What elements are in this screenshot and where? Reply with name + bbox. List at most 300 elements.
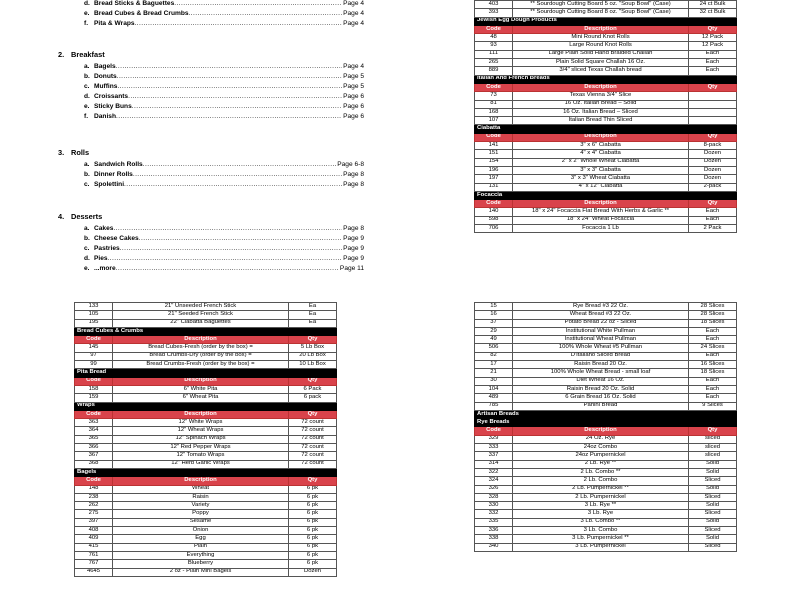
cell-qty: 5 Lb Box bbox=[289, 344, 337, 352]
cell-code: 141 bbox=[475, 142, 513, 150]
section-title: Bread Cubes & Crumbs bbox=[75, 327, 337, 335]
cell-code: 97 bbox=[75, 352, 113, 360]
cell-qty: 6 pk bbox=[289, 560, 337, 568]
section-title: Ciabatta bbox=[475, 125, 737, 133]
cell-qty: Each bbox=[689, 67, 737, 75]
toc-item-page: Page 6 bbox=[343, 103, 364, 110]
cell-qty: Dozen bbox=[689, 175, 737, 183]
cell-qty: 72 count bbox=[289, 452, 337, 460]
column-header-qty: Qty bbox=[289, 477, 337, 485]
cell-code: 363 bbox=[75, 419, 113, 427]
toc-leader bbox=[117, 83, 342, 90]
column-header-qty: Qty bbox=[689, 133, 737, 141]
cell-code: 131 bbox=[475, 183, 513, 191]
section-title: Jewish Egg Dough Products bbox=[475, 17, 737, 25]
cell-description: 18" x 24" Wheat Focaccia bbox=[513, 216, 689, 224]
cell-code: 111 bbox=[475, 50, 513, 58]
cell-description: 21" Seeded French Stick bbox=[113, 311, 289, 319]
toc-item[interactable] bbox=[84, 113, 364, 120]
toc-section-title: Breakfast bbox=[71, 50, 105, 59]
cell-qty: Each bbox=[689, 59, 737, 67]
cell-code: 73 bbox=[475, 92, 513, 100]
cell-code: 889 bbox=[475, 67, 513, 75]
cell-code: 158 bbox=[75, 385, 113, 393]
toc-item[interactable] bbox=[84, 20, 364, 27]
cell-description: 2 Lb. Pumpernickel ** bbox=[513, 485, 689, 493]
column-header-code: Code bbox=[75, 410, 113, 418]
toc-item-title: Cakes bbox=[94, 225, 114, 232]
cell-description: Wheat Bread #3 22 Oz. bbox=[513, 311, 689, 319]
column-header-code: Code bbox=[75, 377, 113, 385]
table-row bbox=[475, 385, 737, 393]
cell-description: 12" Tomato Wraps bbox=[113, 452, 289, 460]
cell-code: 338 bbox=[475, 535, 513, 543]
column-header-desc: Description bbox=[513, 200, 689, 208]
cell-qty: 28 Slices bbox=[689, 303, 737, 311]
toc-item[interactable] bbox=[84, 181, 364, 188]
column-header-row bbox=[75, 377, 337, 385]
cell-description: Institutional White Pullman bbox=[513, 327, 689, 335]
cell-code: 154 bbox=[475, 158, 513, 166]
table-row bbox=[475, 225, 737, 233]
cell-qty: 6 pk bbox=[289, 551, 337, 559]
column-header-desc: Description bbox=[513, 25, 689, 33]
column-header-desc: Description bbox=[513, 133, 689, 141]
cell-description: 22" Ciabatta Baguettes bbox=[113, 319, 289, 327]
cell-description: 3" x 3" Wheat Ciabatta bbox=[513, 175, 689, 183]
cell-description: 24 Oz. Rye bbox=[513, 435, 689, 443]
column-header-qty: Qty bbox=[689, 83, 737, 91]
cell-qty: Each bbox=[689, 377, 737, 385]
toc-item-title: Sandwich Rolls bbox=[94, 161, 143, 168]
cell-qty: Sliced bbox=[689, 543, 737, 551]
cell-code: 368 bbox=[75, 460, 113, 468]
toc-item-title: ...more bbox=[94, 265, 116, 272]
section-header-row bbox=[475, 125, 737, 133]
cell-qty bbox=[689, 100, 737, 108]
cell-qty: Ea bbox=[289, 303, 337, 311]
toc-section-title: Desserts bbox=[71, 212, 103, 221]
column-header-row bbox=[475, 83, 737, 91]
column-header-qty: Qty bbox=[689, 200, 737, 208]
cell-code: 322 bbox=[475, 468, 513, 476]
toc-item[interactable] bbox=[84, 63, 364, 70]
table-row bbox=[475, 477, 737, 485]
toc-item-title: Dinner Rolls bbox=[94, 171, 133, 178]
column-header-code: Code bbox=[475, 83, 513, 91]
toc-section-heading[interactable] bbox=[58, 212, 102, 221]
toc-item-title: Sticky Buns bbox=[94, 103, 132, 110]
table-row bbox=[475, 9, 737, 17]
cell-description: Bread Cubes-Fresh (order by the box) = bbox=[113, 344, 289, 352]
table-row bbox=[475, 59, 737, 67]
toc-item-letter: a. bbox=[84, 161, 90, 168]
section-header-row bbox=[475, 410, 737, 418]
table-row bbox=[475, 303, 737, 311]
cell-code: 329 bbox=[475, 435, 513, 443]
table-row bbox=[475, 535, 737, 543]
cell-code: 364 bbox=[75, 427, 113, 435]
cell-code: 767 bbox=[75, 560, 113, 568]
toc-item[interactable] bbox=[84, 245, 364, 252]
table-row bbox=[475, 485, 737, 493]
cell-code: 598 bbox=[475, 216, 513, 224]
toc-item-letter: c. bbox=[84, 245, 90, 252]
cell-qty: 6 pack bbox=[289, 394, 337, 402]
cell-code: 275 bbox=[75, 510, 113, 518]
cell-code: 393 bbox=[475, 9, 513, 17]
cell-description: ** Sourdough Cutting Board 8 oz. "Soup Bowl" (Case) bbox=[513, 9, 689, 17]
cell-code: 105 bbox=[75, 311, 113, 319]
toc-item-page: Page 5 bbox=[343, 73, 364, 80]
cell-description: Variety bbox=[113, 502, 289, 510]
toc-leader bbox=[128, 93, 342, 100]
cell-code: 133 bbox=[75, 303, 113, 311]
table-row bbox=[475, 327, 737, 335]
table-row bbox=[75, 502, 337, 510]
cell-description: Blueberry bbox=[113, 560, 289, 568]
table-row bbox=[75, 527, 337, 535]
cell-code: 335 bbox=[475, 518, 513, 526]
table-row bbox=[75, 344, 337, 352]
cell-description: Onion bbox=[113, 527, 289, 535]
cell-qty: 72 count bbox=[289, 460, 337, 468]
cell-code: 148 bbox=[75, 485, 113, 493]
toc-item[interactable] bbox=[84, 0, 364, 7]
toc-item-letter: b. bbox=[84, 73, 90, 80]
cell-qty: 6 pk bbox=[289, 535, 337, 543]
table-row bbox=[475, 444, 737, 452]
cell-qty: Dozen bbox=[689, 166, 737, 174]
column-header-desc: Description bbox=[513, 427, 689, 435]
cell-qty: Sliced bbox=[689, 527, 737, 535]
section-header-row bbox=[75, 402, 337, 410]
cell-qty: Solid bbox=[689, 535, 737, 543]
cell-description: 3" x 6" Ciabatta bbox=[513, 142, 689, 150]
toc-item[interactable] bbox=[84, 103, 364, 110]
table-row bbox=[475, 369, 737, 377]
column-header-code: Code bbox=[475, 427, 513, 435]
toc-item-title: Muffins bbox=[94, 83, 118, 90]
cell-code: 21 bbox=[475, 369, 513, 377]
cell-code: 333 bbox=[475, 444, 513, 452]
cell-code: 265 bbox=[475, 59, 513, 67]
cell-description: 3" x 3" Ciabatta bbox=[513, 166, 689, 174]
cell-code: 337 bbox=[475, 452, 513, 460]
cell-description: Mini Round Knot Rolls bbox=[513, 34, 689, 42]
section-header-row bbox=[75, 369, 337, 377]
toc-item-title: Bread Cubes & Bread Crumbs bbox=[94, 10, 189, 17]
cell-qty: 18 Slices bbox=[689, 369, 737, 377]
table-row bbox=[475, 452, 737, 460]
toc-section-heading[interactable] bbox=[58, 148, 89, 157]
cell-description: 2 Lb. Rye ** bbox=[513, 460, 689, 468]
toc-section-heading[interactable] bbox=[58, 50, 105, 59]
toc-item[interactable] bbox=[84, 161, 364, 168]
column-header-desc: Description bbox=[113, 336, 289, 344]
toc-item[interactable] bbox=[84, 93, 364, 100]
cell-description: 4" x 4" Ciabatta bbox=[513, 150, 689, 158]
cell-description: Plain Solid Square Challah 16 Oz. bbox=[513, 59, 689, 67]
cell-description: Raisin Bread 20 Oz. Solid bbox=[513, 385, 689, 393]
table-row bbox=[475, 311, 737, 319]
cell-code: 330 bbox=[475, 502, 513, 510]
cell-qty: Each bbox=[689, 327, 737, 335]
cell-description: 24oz Combo bbox=[513, 444, 689, 452]
cell-code: 104 bbox=[475, 385, 513, 393]
toc-item[interactable] bbox=[84, 73, 364, 80]
cell-code: 196 bbox=[475, 166, 513, 174]
cell-description: 2 Lb. Pumpernickel bbox=[513, 493, 689, 501]
cell-code: 324 bbox=[475, 477, 513, 485]
cell-qty: 6 pk bbox=[289, 493, 337, 501]
column-header-qty: Qty bbox=[689, 25, 737, 33]
cell-code: 336 bbox=[475, 527, 513, 535]
cell-code: 195 bbox=[75, 319, 113, 327]
toc-leader bbox=[189, 10, 343, 17]
cell-qty: Ea bbox=[289, 311, 337, 319]
cell-code: 17 bbox=[475, 361, 513, 369]
cell-description: Plain bbox=[113, 543, 289, 551]
table-row bbox=[75, 485, 337, 493]
cell-code: 397 bbox=[75, 518, 113, 526]
toc-item-page: Page 9 bbox=[343, 255, 364, 262]
cell-qty: 18 Slices bbox=[689, 319, 737, 327]
toc-item-letter: d. bbox=[84, 0, 90, 7]
table-row bbox=[475, 377, 737, 385]
toc-item-letter: e. bbox=[84, 103, 90, 110]
cell-description: 18" x 24" Focaccia Flat Bread With Herbs & Garlic ** bbox=[513, 208, 689, 216]
cell-description: Bread Crumbs-Fresh (order by the box) = bbox=[113, 361, 289, 369]
column-header-qty: Qty bbox=[289, 410, 337, 418]
cell-qty: Solid bbox=[689, 518, 737, 526]
cell-qty: sliced bbox=[689, 444, 737, 452]
cell-code: 99 bbox=[75, 361, 113, 369]
cell-qty: 72 count bbox=[289, 444, 337, 452]
toc-leader bbox=[124, 181, 342, 188]
cell-description: 3 Lb. Rye bbox=[513, 510, 689, 518]
table-row bbox=[475, 208, 737, 216]
table-row bbox=[475, 150, 737, 158]
toc-item[interactable] bbox=[84, 265, 364, 272]
cell-code: 367 bbox=[75, 452, 113, 460]
table-row bbox=[475, 216, 737, 224]
cell-qty: Sliced bbox=[689, 510, 737, 518]
cell-qty: Each bbox=[689, 336, 737, 344]
cell-qty: 6 pk bbox=[289, 543, 337, 551]
cell-code: 30 bbox=[475, 377, 513, 385]
table-row bbox=[75, 460, 337, 468]
cell-description: Panini Bread bbox=[513, 402, 689, 410]
table-top-right bbox=[474, 0, 737, 233]
section-title: Wraps bbox=[75, 402, 337, 410]
table-row bbox=[475, 100, 737, 108]
toc-item-letter: f. bbox=[84, 113, 89, 120]
cell-qty: 24 Slices bbox=[689, 344, 737, 352]
cell-qty: 24 ct Bulk bbox=[689, 1, 737, 9]
toc-item-title: Croissants bbox=[94, 93, 129, 100]
cell-description: 6" White Pita bbox=[113, 385, 289, 393]
table-row bbox=[475, 1, 737, 9]
toc-leader bbox=[135, 20, 343, 27]
column-header-desc: Description bbox=[513, 83, 689, 91]
table-row bbox=[475, 42, 737, 50]
table-row bbox=[75, 518, 337, 526]
section-header-row bbox=[475, 419, 737, 427]
cell-qty: 6 Pack bbox=[289, 385, 337, 393]
cell-description: 12" Spinach Wraps bbox=[113, 435, 289, 443]
table-row bbox=[475, 108, 737, 116]
toc-section-number: 2. bbox=[58, 50, 65, 59]
table-row bbox=[475, 166, 737, 174]
cell-qty: 72 count bbox=[289, 427, 337, 435]
cell-qty: Solid bbox=[689, 460, 737, 468]
section-header-row bbox=[475, 17, 737, 25]
table-row bbox=[475, 543, 737, 551]
cell-description: Wheat bbox=[113, 485, 289, 493]
toc-leader bbox=[113, 225, 342, 232]
toc-leader bbox=[174, 0, 342, 7]
toc-leader bbox=[108, 255, 343, 262]
toc-item[interactable] bbox=[84, 255, 364, 262]
table-row bbox=[75, 551, 337, 559]
table-row bbox=[75, 444, 337, 452]
column-header-row bbox=[475, 25, 737, 33]
toc-item[interactable] bbox=[84, 225, 364, 232]
toc-item-title: Bread Sticks & Baguettes bbox=[94, 0, 175, 7]
cell-qty: Each bbox=[689, 394, 737, 402]
cell-qty: Solid bbox=[689, 468, 737, 476]
cell-description: 2 Lb. Combo ** bbox=[513, 468, 689, 476]
cell-description: Poppy bbox=[113, 510, 289, 518]
cell-code: 49 bbox=[475, 336, 513, 344]
cell-code: 365 bbox=[75, 435, 113, 443]
toc-item-title: Pastries bbox=[94, 245, 120, 252]
table-row bbox=[475, 183, 737, 191]
table-row bbox=[475, 493, 737, 501]
cell-description: Italian Bread Thin Sliced bbox=[513, 117, 689, 125]
toc-section-title: Rolls bbox=[71, 148, 90, 157]
table-row bbox=[475, 319, 737, 327]
toc-item-page: Page 8 bbox=[343, 171, 364, 178]
cell-code: 506 bbox=[475, 344, 513, 352]
cell-description: 12" Wheat Wraps bbox=[113, 427, 289, 435]
table-row bbox=[475, 518, 737, 526]
column-header-desc: Description bbox=[113, 377, 289, 385]
table-row bbox=[475, 34, 737, 42]
cell-code: 15 bbox=[475, 303, 513, 311]
cell-description: 2 oz - Plain Mini Bagels bbox=[113, 568, 289, 576]
cell-code: 328 bbox=[475, 493, 513, 501]
cell-description: 2" x 2" Whole Wheat Ciabatta bbox=[513, 158, 689, 166]
cell-qty: 9 Slices bbox=[689, 402, 737, 410]
section-title: Bagels bbox=[75, 468, 337, 476]
table-row bbox=[475, 344, 737, 352]
table-row bbox=[75, 352, 337, 360]
table-row bbox=[75, 452, 337, 460]
cell-code: 82 bbox=[475, 352, 513, 360]
toc-leader bbox=[117, 73, 342, 80]
table-row bbox=[475, 142, 737, 150]
cell-code: 314 bbox=[475, 460, 513, 468]
table-row bbox=[75, 435, 337, 443]
cell-qty: sliced bbox=[689, 452, 737, 460]
cell-description: Large Round Knot Rolls bbox=[513, 42, 689, 50]
cell-description: 3 Lb. Pumpernickel ** bbox=[513, 535, 689, 543]
cell-description: D'Italiano Sliced Bread bbox=[513, 352, 689, 360]
cell-qty: Each bbox=[689, 352, 737, 360]
column-header-code: Code bbox=[75, 336, 113, 344]
toc-item-title: Danish bbox=[94, 113, 116, 120]
toc-leader bbox=[132, 103, 342, 110]
cell-description: Institutional Wheat Pullman bbox=[513, 336, 689, 344]
cell-code: 81 bbox=[475, 100, 513, 108]
cell-description: Rye Bread #3 22 Oz. bbox=[513, 303, 689, 311]
toc-item-page: Page 8 bbox=[343, 181, 364, 188]
toc-item-letter: d. bbox=[84, 255, 90, 262]
toc-leader bbox=[143, 161, 337, 168]
table-row bbox=[75, 394, 337, 402]
toc-item[interactable] bbox=[84, 171, 364, 178]
toc-item-page: Page 9 bbox=[343, 245, 364, 252]
cell-description: Everything bbox=[113, 551, 289, 559]
cell-qty: 6 pk bbox=[289, 510, 337, 518]
cell-description: 12" Red Pepper Wraps bbox=[113, 444, 289, 452]
table-row bbox=[475, 50, 737, 58]
toc-leader bbox=[120, 245, 342, 252]
cell-qty: Each bbox=[689, 216, 737, 224]
cell-description: Egg bbox=[113, 535, 289, 543]
cell-code: 151 bbox=[475, 150, 513, 158]
toc-item-letter: d. bbox=[84, 93, 90, 100]
cell-qty: 10 Lb Box bbox=[289, 361, 337, 369]
toc-item-letter: c. bbox=[84, 83, 90, 90]
column-header-row bbox=[75, 477, 337, 485]
cell-code: 238 bbox=[75, 493, 113, 501]
cell-description: 12" Herb Garlic Wraps bbox=[113, 460, 289, 468]
cell-qty: Sliced bbox=[689, 477, 737, 485]
cell-code: 326 bbox=[475, 485, 513, 493]
column-header-code: Code bbox=[75, 477, 113, 485]
cell-description: 100% Whole Wheat Bread - small loaf bbox=[513, 369, 689, 377]
cell-qty: 6 pk bbox=[289, 502, 337, 510]
toc-item[interactable] bbox=[84, 10, 364, 17]
toc-item-letter: b. bbox=[84, 235, 90, 242]
toc-item-page: Page 11 bbox=[339, 265, 364, 272]
toc-item[interactable] bbox=[84, 235, 364, 242]
section-header-row bbox=[75, 468, 337, 476]
column-header-code: Code bbox=[475, 200, 513, 208]
cell-qty: 6 pk bbox=[289, 485, 337, 493]
cell-qty: 72 count bbox=[289, 419, 337, 427]
table-row bbox=[475, 460, 737, 468]
table-row bbox=[75, 535, 337, 543]
cell-code: 4645 bbox=[75, 568, 113, 576]
toc-item-title: Donuts bbox=[94, 73, 117, 80]
toc-item[interactable] bbox=[84, 83, 364, 90]
cell-code: 48 bbox=[475, 34, 513, 42]
table-row bbox=[75, 510, 337, 518]
cell-code: 262 bbox=[75, 502, 113, 510]
cell-code: 409 bbox=[75, 535, 113, 543]
section-header-row bbox=[475, 191, 737, 199]
cell-description: Potato Bread 22 oz - Sliced bbox=[513, 319, 689, 327]
table-row bbox=[475, 67, 737, 75]
cell-description: Diet Wheat 16 Oz. bbox=[513, 377, 689, 385]
cell-code: 16 bbox=[475, 311, 513, 319]
cell-code: 706 bbox=[475, 225, 513, 233]
table-row bbox=[75, 319, 337, 327]
